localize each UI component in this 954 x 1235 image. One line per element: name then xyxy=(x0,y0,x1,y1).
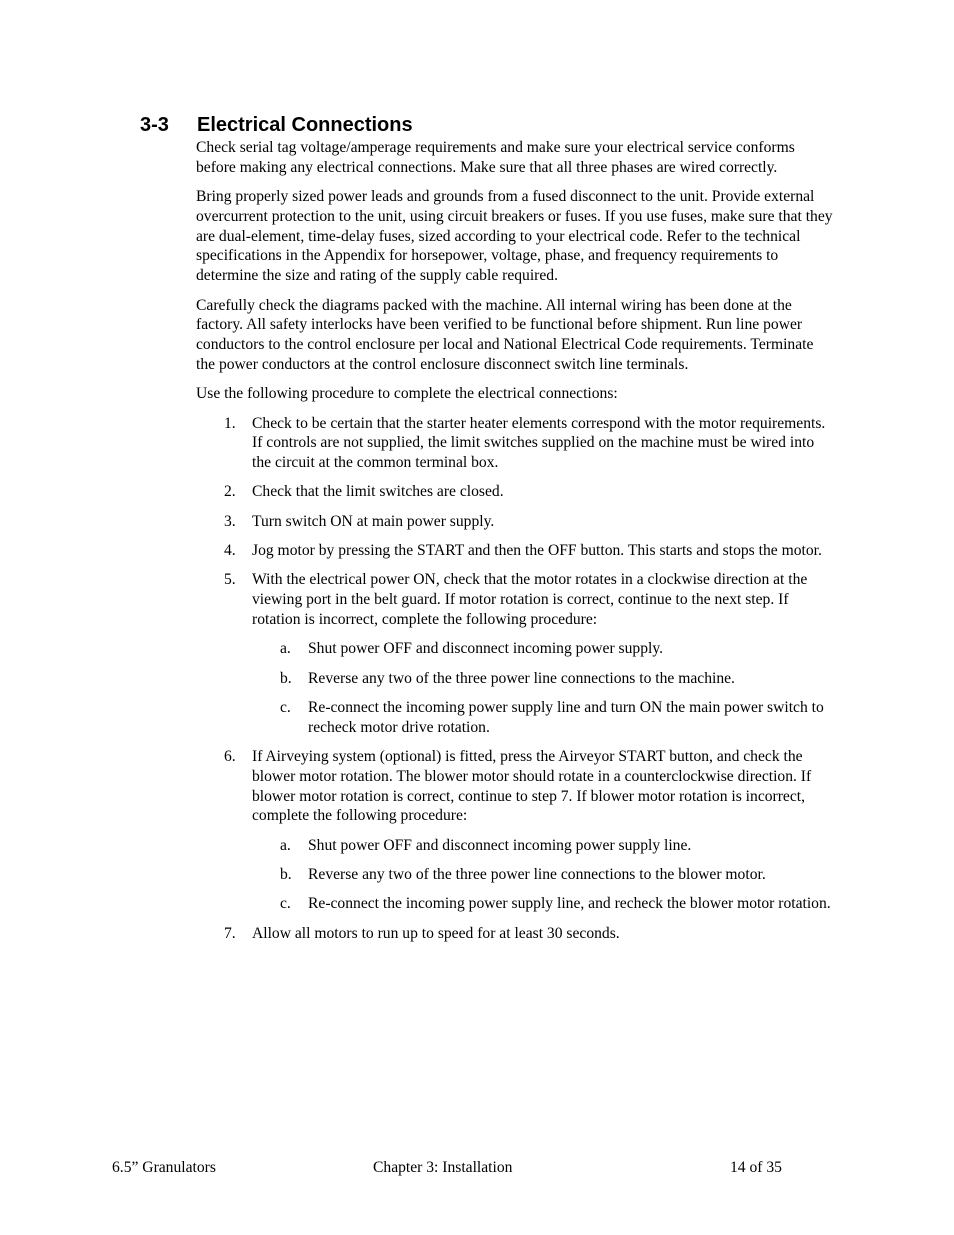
substep-letter: b. xyxy=(280,865,292,883)
substep-letter: c. xyxy=(280,895,291,913)
step-number: 4. xyxy=(224,542,236,560)
substep-text: Re-connect the incoming power supply line, and recheck the blower motor rotation. xyxy=(308,895,831,913)
substep-letter: b. xyxy=(280,669,292,687)
step-number: 2. xyxy=(224,483,236,501)
substep-letter: a. xyxy=(280,640,291,658)
procedure-step xyxy=(196,570,836,629)
procedure-intro: Use the following procedure to complete the electrical connections: xyxy=(196,385,618,403)
footer-product-name: 6.5” Granulators xyxy=(112,1159,216,1176)
step-text: With the electrical power ON, check that the motor rotates in a clockwise direction at the viewing port in the belt guard. If motor rotation is correct, continue to the next step. If rotation is incorrect, complete the following procedure: xyxy=(252,571,808,628)
substep-text: Reverse any two of the three power line connections to the machine. xyxy=(308,669,735,687)
section-heading xyxy=(140,113,413,137)
procedure-step xyxy=(196,924,836,944)
power-leads-paragraph: Bring properly sized power leads and grounds from a fused disconnect to the unit. Provide external overcurrent protection to the unit, using circuit breakers or fuses. If you use fuses, make sure that they are dual-element, time-delay fuses, sized according to your electrical code. Refer to the technical specifications in the Appendix for horsepower, voltage, phase, and frequency requirements to determine the size and rating of the supply cable required. xyxy=(196,188,833,285)
step-number: 6. xyxy=(224,747,236,765)
footer-page-number: 14 of 35 xyxy=(730,1159,782,1176)
step-number: 7. xyxy=(224,924,236,942)
step-text: If Airveying system (optional) is fitted, press the Airveyor START button, and check the blower motor rotation. The blower motor should rotate in a counterclockwise direction. If blower motor rotation is correct, continue to step 7. If blower motor rotation is incorrect, complete the following procedure: xyxy=(252,747,812,825)
substep-letter: a. xyxy=(280,836,291,854)
procedure-substep xyxy=(196,836,836,856)
wiring-paragraph: Carefully check the diagrams packed with the machine. All internal wiring has been done at the factory. All safety interlocks have been verified to be functional before shipment. Run line power conductors to the control enclosure per local and National Electrical Code requirements. Terminate the power conductors at the control enclosure disconnect switch line terminals. xyxy=(196,296,814,373)
procedure-substep xyxy=(196,669,836,689)
section-body xyxy=(196,138,836,953)
procedure-substep xyxy=(196,894,836,914)
procedure-step xyxy=(196,747,836,826)
substep-text: Reverse any two of the three power line connections to the blower motor. xyxy=(308,865,766,883)
section-title: Electrical Connections xyxy=(197,114,413,136)
procedure-step xyxy=(196,541,836,561)
footer-chapter: Chapter 3: Installation xyxy=(373,1159,513,1176)
intro-paragraph: Check serial tag voltage/amperage requirements and make sure your electrical service conforms before making any electrical connections. Make sure that all three phases are wired correctly. xyxy=(196,139,795,176)
procedure-step xyxy=(196,482,836,502)
step-text: Jog motor by pressing the START and then the OFF button. This starts and stops the motor. xyxy=(252,542,822,560)
step-text: Check that the limit switches are closed. xyxy=(252,483,504,501)
step-text: Allow all motors to run up to speed for at least 30 seconds. xyxy=(252,924,620,942)
step-text: Turn switch ON at main power supply. xyxy=(252,512,495,530)
substep-text: Shut power OFF and disconnect incoming power supply. xyxy=(308,640,664,658)
procedure-substep xyxy=(196,865,836,885)
step-number: 1. xyxy=(224,414,236,432)
procedure-substep xyxy=(196,698,836,738)
substep-letter: c. xyxy=(280,698,291,716)
section-number: 3-3 xyxy=(140,114,169,136)
substep-text: Shut power OFF and disconnect incoming power supply line. xyxy=(308,836,692,854)
substep-text: Re-connect the incoming power supply line and turn ON the main power switch to recheck motor drive rotation. xyxy=(308,698,824,736)
page-footer xyxy=(0,1158,954,1178)
step-number: 5. xyxy=(224,571,236,589)
procedure-step xyxy=(196,512,836,532)
step-text: Check to be certain that the starter heater elements correspond with the motor requirements. If controls are not supplied, the limit switches supplied on the machine must be wired into the circuit at the common terminal box. xyxy=(252,414,826,472)
procedure-step xyxy=(196,414,836,473)
step-number: 3. xyxy=(224,512,236,530)
procedure-substep xyxy=(196,639,836,659)
